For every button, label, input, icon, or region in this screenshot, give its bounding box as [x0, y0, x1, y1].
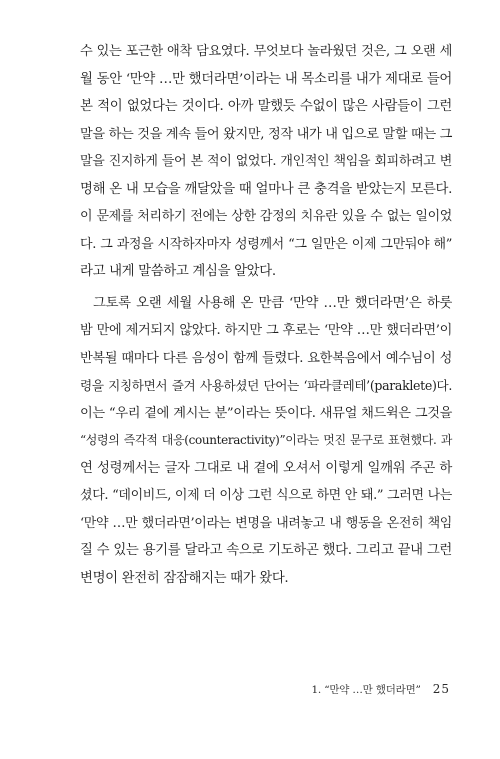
- text-line: 이는 “우리 곁에 계시는 분”이라는 뜻이다. 새뮤얼 채드윅은 그것을: [80, 405, 452, 421]
- running-footer: [311, 682, 450, 697]
- chapter-label: 1. “만약 …만 했더라면”: [311, 684, 421, 696]
- page-number: 25: [432, 682, 450, 696]
- text-line: 이 문제를 처리하기 전에는 상한 감정의 치유란 있을 수 없는 일이었: [80, 209, 452, 224]
- text-line: 변명이 완전히 잠잠해지는 때가 왔다.: [80, 570, 289, 586]
- text-line: “성령의 즉각적 대응(counteractivity)”이라는 멋진 문구로 표현했다. 과: [80, 433, 452, 447]
- text-line: 말을 진지하게 들어 본 적이 없었다. 개인적인 책임을 회피하려고 변: [80, 154, 452, 169]
- text-line: 반복될 때마다 다른 음성이 함께 들렸다. 요한복음에서 예수님이 성: [80, 350, 452, 366]
- text-line: 말을 하는 것을 계속 들어 왔지만, 정작 내가 내 입으로 말할 때는 그: [80, 126, 453, 142]
- text-line: 연 성령께서는 글자 그대로 내 곁에 오셔서 이렇게 일깨워 주곤 하: [80, 460, 452, 476]
- text-line: 수 있는 포근한 애착 담요였다. 무엇보다 놀라웠던 것은, 그 오랜 세: [80, 44, 452, 59]
- text-line: 본 적이 없었다는 것이다. 아까 말했듯 수없이 많은 사람들이 그런: [80, 99, 452, 114]
- text-line: 질 수 있는 용기를 달라고 속으로 기도하곤 했다. 그리고 끝내 그런: [80, 543, 452, 558]
- text-line: 라고 내게 말씀하고 계심을 알았다.: [80, 264, 276, 279]
- text-line: 명해 온 내 모습을 깨달았을 때 얼마나 큰 충격을 받았는지 모른다.: [80, 181, 452, 197]
- paragraph-1: [80, 38, 452, 286]
- text-line: 월 동안 ‘만약 …만 했더라면’이라는 내 목소리를 내가 제대로 들어: [80, 71, 452, 87]
- text-line: 밤 만에 제거되지 않았다. 하지만 그 후로는 ‘만약 …만 했더라면’이: [80, 323, 452, 338]
- text-line: 령을 지칭하면서 즐겨 사용하셨던 단어는 ‘파라클레테’(paraklete)다.: [80, 378, 452, 393]
- body-text: [80, 38, 452, 592]
- text-line: 다. 그 과정을 시작하자마자 성령께서 “그 일만은 이제 그만둬야 해”: [80, 236, 452, 252]
- text-line: 셨다. “데이비드, 이제 더 이상 그런 식으로 하면 안 돼.” 그러면 나는: [80, 488, 452, 503]
- text-line: ‘만약 …만 했더라면’이라는 변명을 내려놓고 내 행동을 온전히 책임: [80, 515, 452, 531]
- paragraph-2: [80, 290, 452, 593]
- text-line: 그토록 오랜 세월 사용해 온 만큼 ‘만약 …만 했더라면’은 하룻: [93, 295, 452, 311]
